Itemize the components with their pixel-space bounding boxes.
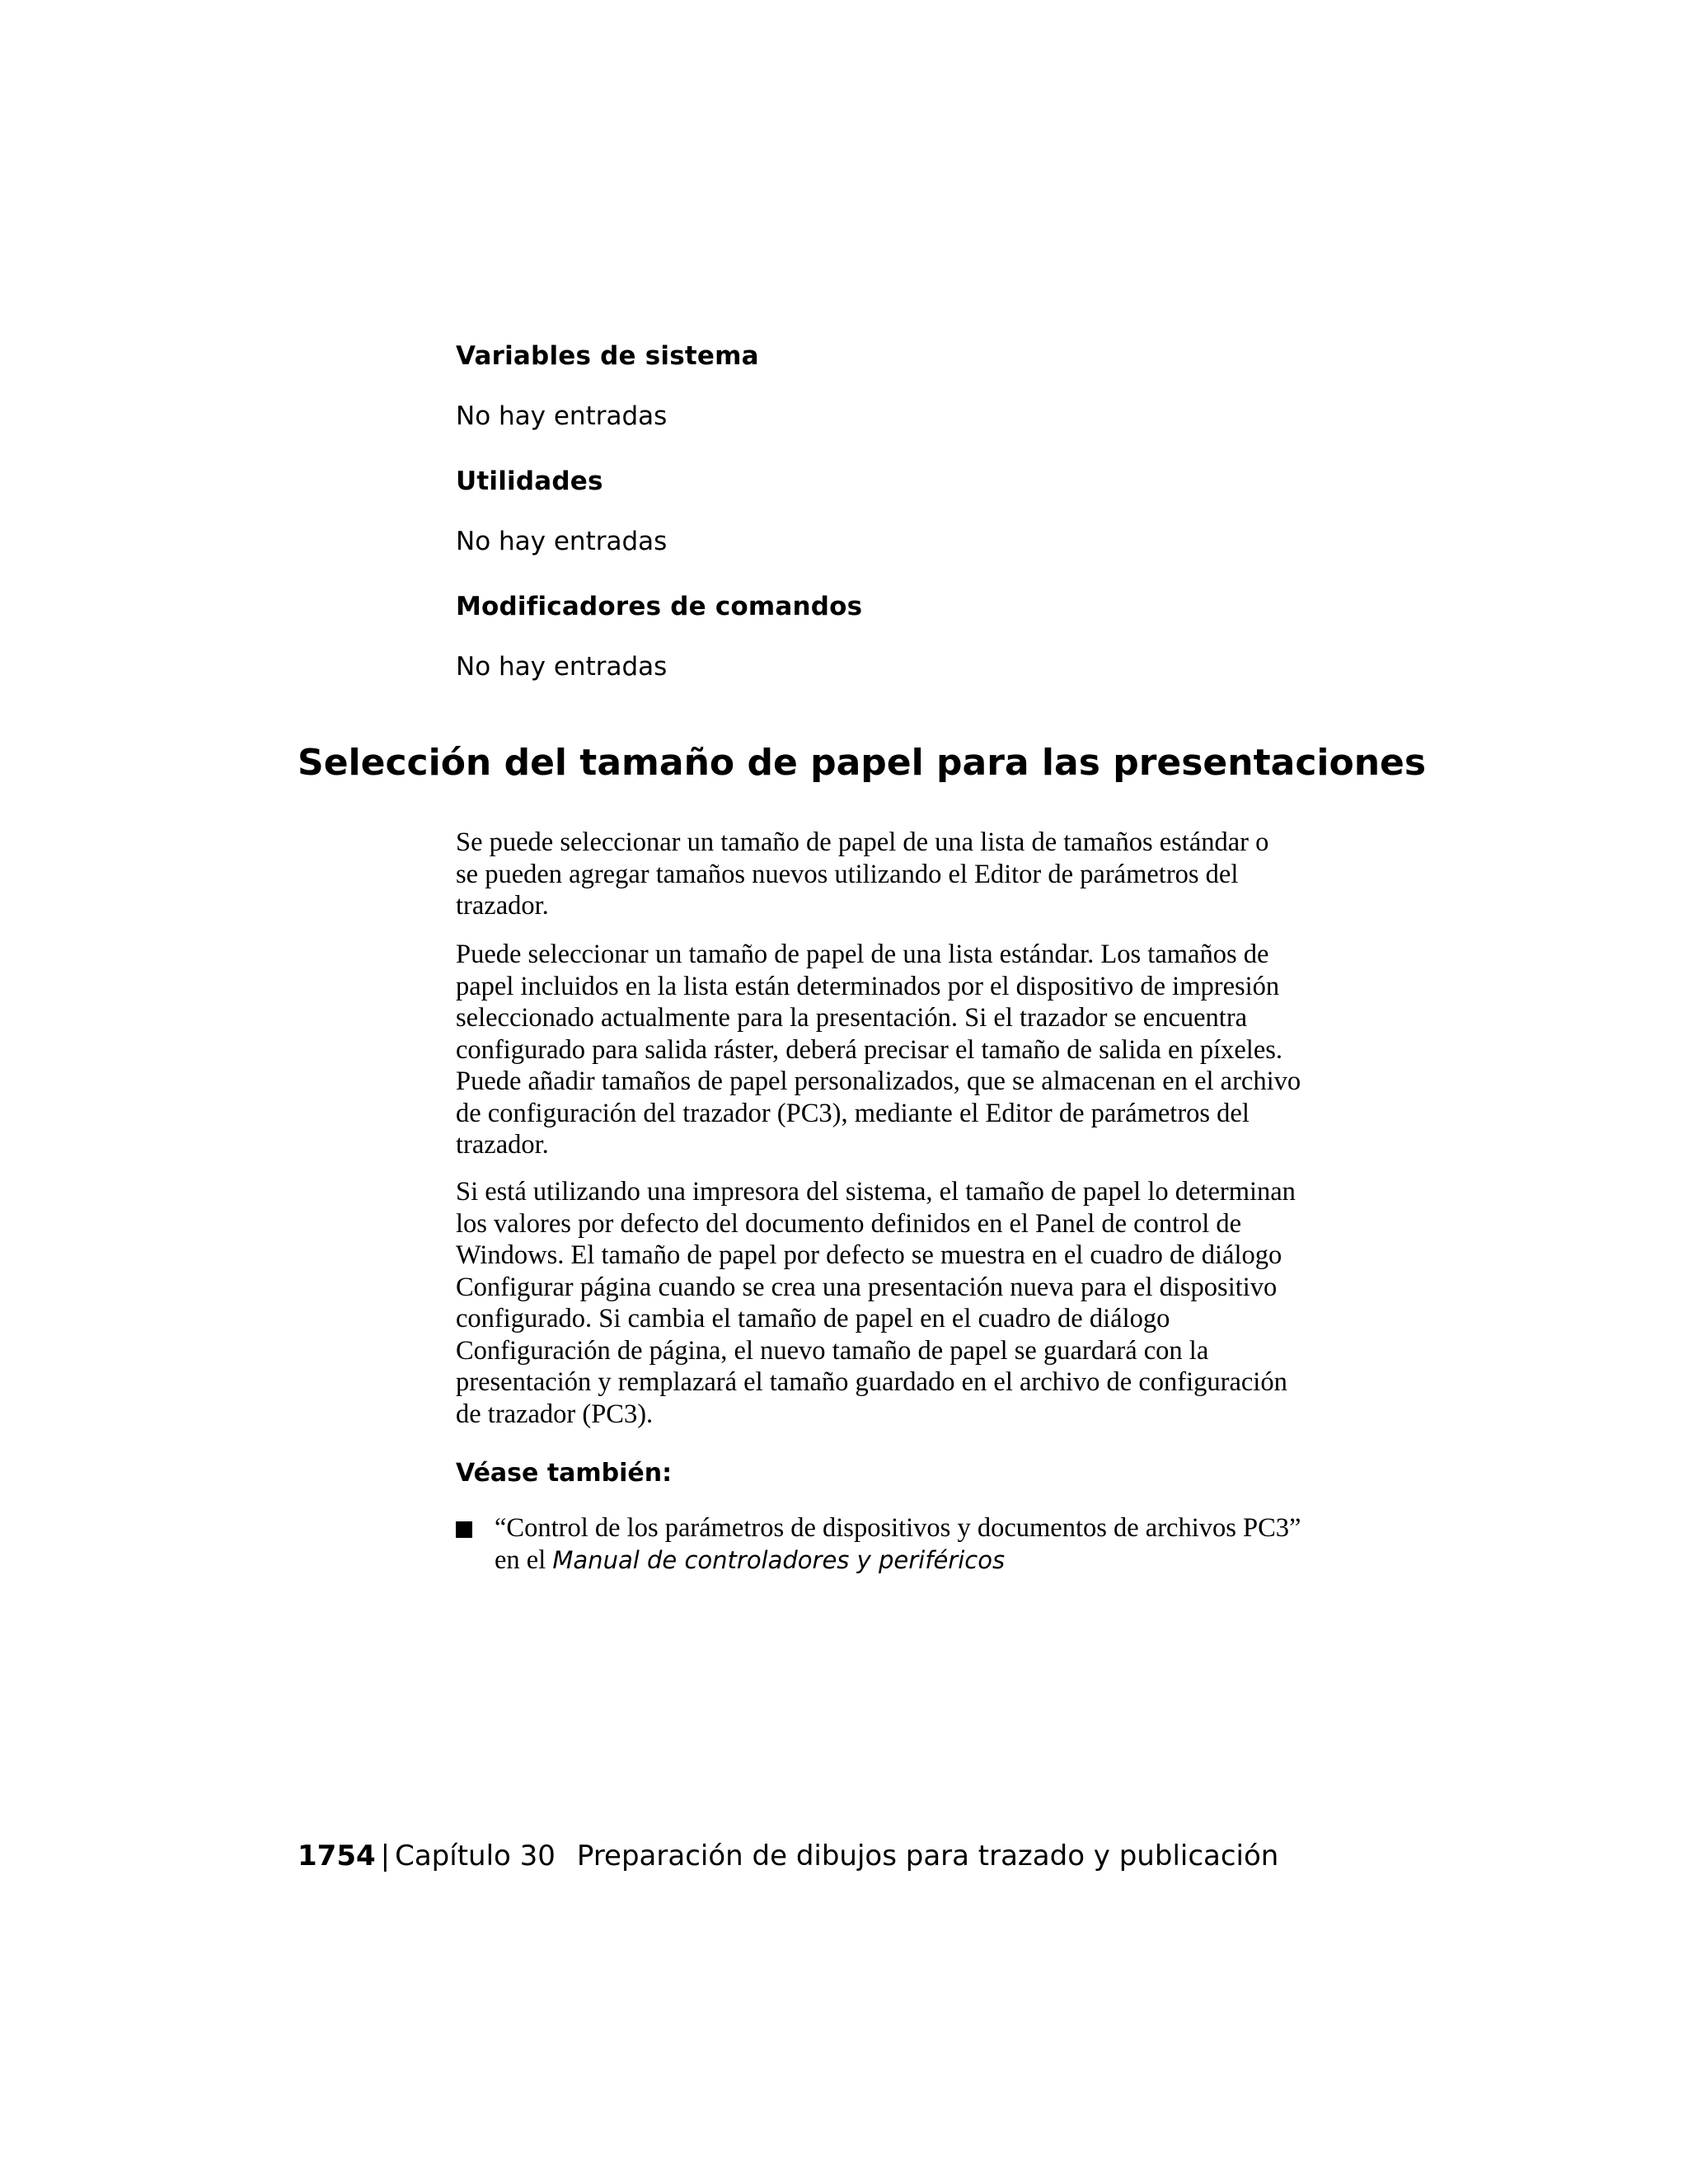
paragraph-line: Configuración de página, el nuevo tamaño de papel se guardará con la	[456, 1335, 1209, 1366]
paragraph-line: seleccionado actualmente para la presentación. Si el trazador se encuentra	[456, 1003, 1248, 1033]
paragraph-line: los valores por defecto del documento definidos en el Panel de control de	[456, 1208, 1242, 1239]
paragraph-line: se pueden agregar tamaños nuevos utilizando el Editor de parámetros del	[456, 859, 1239, 889]
paragraph-line: papel incluidos en la lista están determinados por el dispositivo de impresión	[456, 971, 1280, 1001]
paragraph-line: trazador.	[456, 891, 549, 921]
heading-system-variables: Variables de sistema	[456, 341, 759, 371]
system-variables-entry: No hay entradas	[456, 401, 668, 431]
see-also-heading: Véase también:	[456, 1459, 673, 1488]
paragraph-line: Se puede seleccionar un tamaño de papel de una lista de tamaños estándar o	[456, 827, 1269, 857]
command-modifiers-entry: No hay entradas	[456, 652, 668, 682]
page-footer	[298, 1840, 1278, 1872]
see-also-item-text[interactable]	[495, 1512, 1301, 1576]
chapter-title: Preparación de dibujos para trazado y publicación	[576, 1840, 1279, 1872]
see-also-item-line	[495, 1544, 1301, 1577]
paragraph-line: Windows. El tamaño de papel por defecto se muestra en el cuadro de diálogo	[456, 1240, 1282, 1270]
paragraph-line: trazador.	[456, 1130, 549, 1160]
paragraph-line: de configuración del trazador (PC3), mediante el Editor de parámetros del	[456, 1098, 1250, 1128]
chapter-label: Capítulo 30	[395, 1840, 556, 1872]
paragraph-line: Puede seleccionar un tamaño de papel de una lista estándar. Los tamaños de	[456, 940, 1269, 969]
paragraph-line: presentación y remplazará el tamaño guardado en el archivo de configuración	[456, 1367, 1287, 1397]
utilities-entry: No hay entradas	[456, 527, 668, 556]
heading-command-modifiers: Modificadores de comandos	[456, 592, 863, 621]
paragraph-line: Si está utilizando una impresora del sistema, el tamaño de papel lo determinan	[456, 1177, 1296, 1207]
manual-reference: Manual de controladores y periféricos	[552, 1545, 1006, 1574]
footer-separator: |	[380, 1840, 391, 1872]
square-bullet-icon	[456, 1521, 472, 1538]
paragraph-line: Puede añadir tamaños de papel personalizados, que se almacenan en el archivo	[456, 1066, 1301, 1096]
paragraph-line: configurado. Si cambia el tamaño de papel en el cuadro de diálogo	[456, 1304, 1170, 1333]
see-also-item-prefix: en el	[495, 1544, 553, 1575]
page-number: 1754	[298, 1840, 376, 1872]
paragraph-line: Configurar página cuando se crea una presentación nueva para el dispositivo	[456, 1272, 1278, 1302]
paragraph-3	[456, 1176, 1346, 1430]
heading-utilities: Utilidades	[456, 466, 603, 496]
paragraph-line: configurado para salida ráster, deberá precisar el tamaño de salida en píxeles.	[456, 1034, 1283, 1065]
see-also-item-line: “Control de los parámetros de dispositivos y documentos de archivos PC3”	[495, 1513, 1301, 1543]
section-title: Selección del tamaño de papel para las presentaciones	[298, 742, 1427, 784]
paragraph-line: de trazador (PC3).	[456, 1399, 654, 1429]
paragraph-2	[456, 939, 1346, 1161]
paragraph-1	[456, 827, 1346, 922]
